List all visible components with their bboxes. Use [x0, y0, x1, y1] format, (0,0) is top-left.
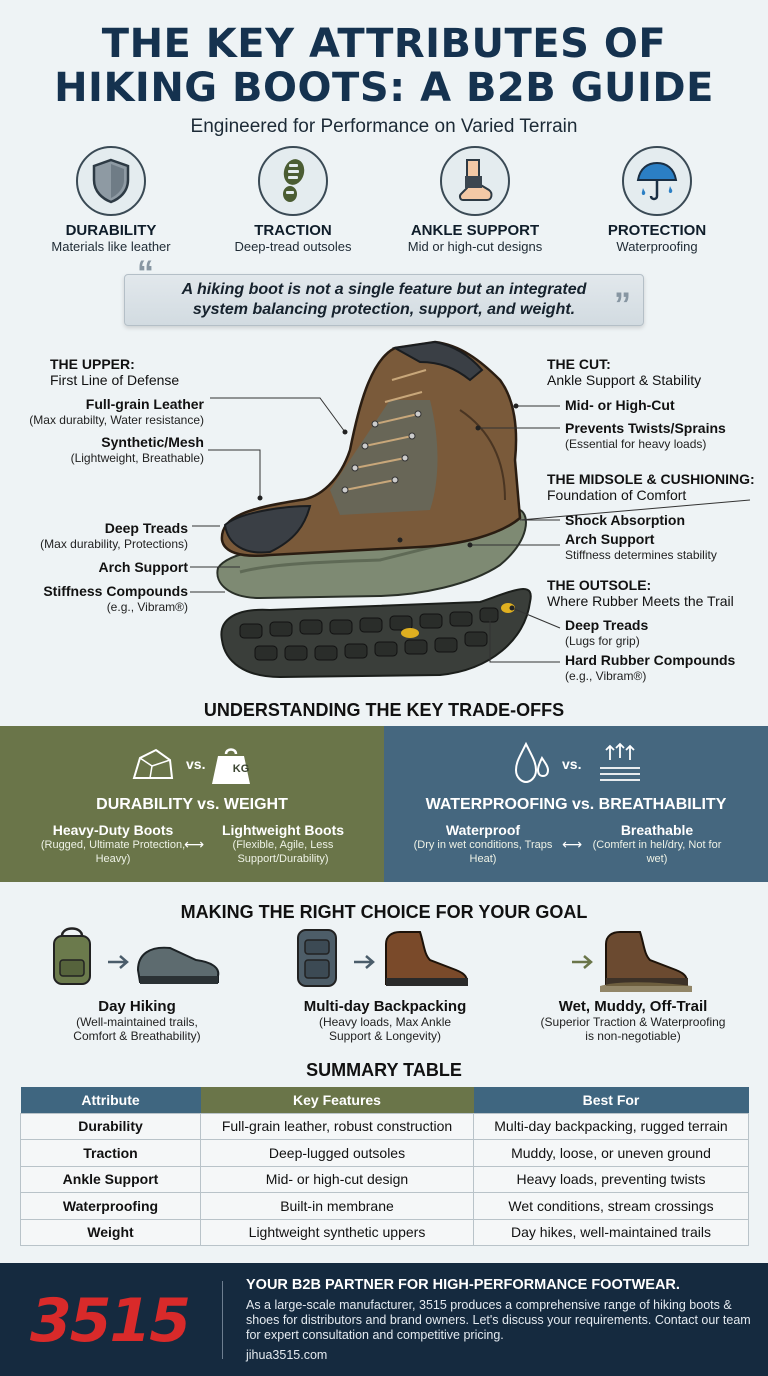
label-mesh-sub: (Lightweight, Breathable): [70, 451, 204, 465]
table-cell: Built-in membrane: [201, 1193, 474, 1220]
attribute-protection: [566, 146, 748, 260]
label-treads-right-title: Deep Treads: [565, 617, 649, 633]
choice-sub: (Superior Traction & Waterproofing: [540, 1015, 726, 1029]
day-backpack-icon: [54, 929, 90, 985]
attribute-desc: Deep-tread outsoles: [234, 239, 352, 254]
column-header: Best For: [474, 1087, 749, 1113]
label-treads-right: [565, 617, 648, 649]
weight-kg-label: KG: [232, 763, 250, 775]
tradeoff-panel-waterproof-breathable: [384, 726, 768, 882]
tradeoffs-title: UNDERSTANDING THE KEY TRADE-OFFS: [203, 700, 565, 720]
quote-box: [124, 254, 644, 326]
label-midhigh-title: Mid- or High-Cut: [565, 397, 675, 413]
label-stiffness: [43, 583, 188, 615]
rock-icon: [134, 750, 172, 778]
choices-title: MAKING THE RIGHT CHOICE FOR YOUR GOAL: [180, 902, 588, 922]
heavy-boot-icon: [386, 932, 468, 986]
table-cell: Traction: [21, 1140, 201, 1167]
table-row: [21, 1113, 749, 1140]
footer-url-link[interactable]: jihua3515.com: [246, 1348, 328, 1362]
tradeoff-panel-durability-weight: [0, 726, 384, 882]
label-arch-left: [99, 559, 188, 575]
tradeoff-left-b-head: Lightweight Boots: [221, 822, 345, 838]
label-outsole-title: THE OUTSOLE:: [547, 577, 652, 593]
tradeoff-left-a: [38, 823, 188, 866]
vs-label: vs.: [186, 756, 206, 772]
choice-sub: Support & Longevity): [328, 1029, 442, 1043]
tradeoff-left-b-sub: (Flexible, Agile, Less Support/Durability): [232, 839, 334, 865]
open-quote-icon: “: [137, 254, 154, 292]
tradeoff-left-arrow-icon: ⟷: [184, 836, 205, 852]
label-upper-sub: First Line of Defense: [50, 372, 180, 388]
attribute-ankle-support: [384, 146, 566, 260]
label-arch-right-title: Arch Support: [565, 531, 655, 547]
label-shock: [565, 512, 685, 528]
vs-label: vs.: [562, 756, 582, 772]
breathable-icon: [600, 744, 640, 780]
tradeoff-right-b-sub: (Comfert in hel/dry, Not for wet): [592, 839, 722, 865]
quote-line-1: A hiking boot is not a single feature but an integrated: [181, 281, 587, 298]
label-outsole: [547, 577, 734, 609]
table-cell: Weight: [21, 1219, 201, 1246]
attribute-desc: Materials like leather: [51, 239, 171, 254]
tradeoff-right-a-head: Waterproof: [445, 822, 521, 838]
ankle-icon: [440, 146, 510, 216]
attribute-traction: [202, 146, 384, 260]
label-prevents-sub: (Essential for heavy loads): [565, 437, 707, 451]
table-header-row: [21, 1087, 749, 1113]
table-cell: Muddy, loose, or uneven ground: [474, 1140, 749, 1167]
label-midsole-title: THE MIDSOLE & CUSHIONING:: [547, 471, 755, 487]
label-outsole-sub: Where Rubber Meets the Trail: [547, 593, 734, 609]
label-leather: [29, 396, 204, 428]
label-midsole-sub: Foundation of Comfort: [547, 487, 687, 503]
attribute-durability: [20, 146, 202, 260]
label-midsole: [547, 471, 755, 503]
footer-divider: [222, 1281, 223, 1359]
water-drops-icon: [516, 744, 548, 782]
label-treads-left-title: Deep Treads: [104, 520, 188, 536]
table-row: [21, 1166, 749, 1193]
label-rubber-title: Hard Rubber Compounds: [565, 652, 736, 668]
summary-title: SUMMARY TABLE: [306, 1060, 462, 1080]
table-cell: Full-grain leather, robust construction: [201, 1113, 474, 1140]
large-backpack-icon: [298, 930, 336, 986]
label-arch-right-sub: Stiffness determines stability: [565, 548, 717, 562]
label-arch-left-title: Arch Support: [98, 559, 188, 575]
summary-table: [20, 1087, 749, 1246]
tradeoff-right-b-head: Breathable: [620, 822, 694, 838]
table-cell: Deep-lugged outsoles: [201, 1140, 474, 1167]
table-cell: Wet conditions, stream crossings: [474, 1193, 749, 1220]
table-cell: Multi-day backpacking, rugged terrain: [474, 1113, 749, 1140]
page-subtitle: Engineered for Performance on Varied Terrain: [190, 116, 578, 137]
attribute-desc: Waterproofing: [616, 239, 698, 254]
label-treads-left-sub: (Max durability, Protections): [40, 537, 188, 551]
table-cell: Ankle Support: [21, 1166, 201, 1193]
attribute-name: ANKLE SUPPORT: [410, 222, 540, 239]
choice-sub: is non-negotiable): [585, 1029, 681, 1043]
footer: [0, 1263, 768, 1376]
tradeoff-right-arrow-icon: ⟷: [562, 836, 583, 852]
muddy-boot-icon: [600, 932, 692, 992]
table-cell: Mid- or high-cut design: [201, 1166, 474, 1193]
outsole-layer: [221, 589, 530, 677]
tradeoff-left-b: [208, 823, 358, 866]
tradeoff-right-title: WATERPROOFING vs. BREATHABILITY: [425, 796, 727, 813]
label-shock-title: Shock Absorption: [565, 512, 686, 528]
upper-layer: [222, 342, 520, 556]
label-cut: [547, 356, 701, 388]
arrow-right-icon: [572, 956, 591, 968]
label-treads-right-sub: (Lugs for grip): [565, 634, 640, 648]
arrow-right-icon: [354, 956, 373, 968]
table-cell: Heavy loads, preventing twists: [474, 1166, 749, 1193]
choice-day-hiking: [52, 998, 222, 1043]
label-stiffness-title: Stiffness Compounds: [43, 583, 188, 599]
close-quote-icon: ”: [614, 286, 631, 324]
attribute-name: TRACTION: [254, 222, 332, 239]
label-rubber-sub: (e.g., Vibram®): [565, 669, 647, 683]
label-upper-title: THE UPPER:: [50, 356, 135, 372]
tradeoff-left-a-head: Heavy-Duty Boots: [52, 822, 174, 838]
choice-head: Day Hiking: [98, 998, 176, 1015]
boot-diagram: [0, 340, 768, 690]
label-rubber: [565, 652, 735, 684]
label-leather-title: Full-grain Leather: [85, 396, 204, 412]
label-treads-left: [40, 520, 188, 552]
attribute-name: PROTECTION: [607, 222, 707, 239]
choice-wet-muddy: [530, 998, 736, 1043]
tradeoff-left-a-sub: (Rugged, Ultimate Protection, Heavy): [40, 839, 186, 865]
label-prevents-title: Prevents Twists/Sprains: [565, 420, 726, 436]
light-shoe-icon: [138, 948, 218, 984]
table-row: [21, 1219, 749, 1246]
footer-body: As a large-scale manufacturer, 3515 produces a comprehensive range of hiking boots & shoes for distributors and brand owners. Let's discuss your requirements. Contact our team for expert consultation and competitive pricing.: [246, 1298, 751, 1342]
label-leather-sub: (Max durabilty, Water resistance): [29, 413, 204, 427]
label-arch-right: [565, 531, 717, 563]
attributes-row: [20, 146, 748, 260]
tradeoff-right-b: [582, 823, 732, 866]
page-title: [0, 22, 768, 110]
label-stiffness-sub: (e.g., Vibram®): [106, 600, 188, 614]
attribute-desc: Mid or high-cut designs: [407, 239, 543, 254]
choices-illustration: [0, 924, 768, 998]
label-cut-sub: Ankle Support & Stability: [547, 372, 702, 388]
tradeoff-left-title: DURABILITY vs. WEIGHT: [96, 796, 288, 813]
logo-text: 3515: [30, 1289, 189, 1353]
table-cell: Day hikes, well-maintained trails: [474, 1219, 749, 1246]
label-cut-title: THE CUT:: [547, 356, 611, 372]
label-mesh: [71, 434, 204, 466]
label-midhigh: [565, 397, 675, 413]
arrow-right-icon: [108, 956, 127, 968]
table-cell: Durability: [21, 1113, 201, 1140]
label-upper: [50, 356, 179, 388]
choice-sub: Comfort & Breathability): [73, 1029, 201, 1043]
footer-heading: YOUR B2B PARTNER FOR HIGH-PERFORMANCE FOOTWEAR.: [246, 1277, 680, 1293]
label-mesh-title: Synthetic/Mesh: [101, 434, 204, 450]
quote-line-2: system balancing protection, support, and weight.: [192, 301, 576, 318]
title-line-1: THE KEY ATTRIBUTES OF: [101, 21, 667, 67]
umbrella-icon: [622, 146, 692, 216]
choice-head: Multi-day Backpacking: [303, 998, 467, 1015]
shield-icon: [76, 146, 146, 216]
choice-sub: (Heavy loads, Max Ankle: [318, 1015, 452, 1029]
table-row: [21, 1140, 749, 1167]
choice-sub: (Well-maintained trails,: [76, 1015, 198, 1029]
column-header: Attribute: [21, 1087, 201, 1113]
column-header: Key Features: [201, 1087, 474, 1113]
footprint-icon: [258, 146, 328, 216]
brand-logo: [24, 1289, 204, 1353]
tradeoff-right-a-sub: (Dry in wet conditions, Traps Heat): [413, 839, 553, 865]
table-cell: Waterproofing: [21, 1193, 201, 1220]
choice-head: Wet, Muddy, Off-Trail: [558, 998, 708, 1015]
label-prevents: [565, 420, 726, 452]
tradeoff-right-a: [408, 823, 558, 866]
title-line-2: HIKING BOOTS: A B2B GUIDE: [54, 65, 714, 111]
table-row: [21, 1193, 749, 1220]
table-cell: Lightweight synthetic uppers: [201, 1219, 474, 1246]
choice-multi-day: [290, 998, 480, 1043]
attribute-name: DURABILITY: [65, 222, 157, 239]
